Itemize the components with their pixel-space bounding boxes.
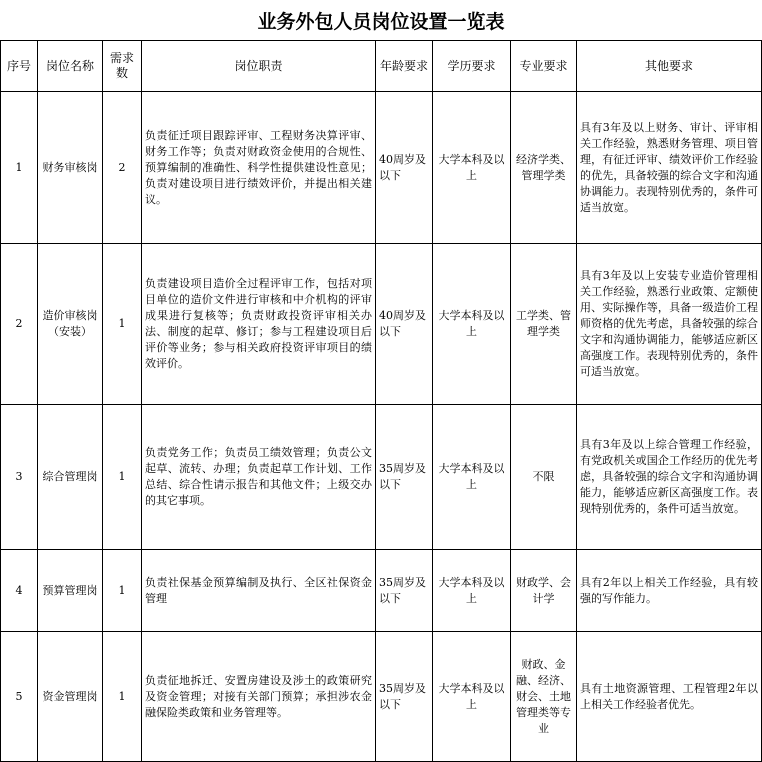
cell-no: 2 [1, 244, 38, 405]
cell-age: 35周岁及以下 [376, 632, 433, 762]
positions-table [0, 40, 762, 762]
cell-duty: 负责征迁项目跟踪评审、工程财务决算评审、财务工作等；负责对财政资金使用的合规性、预算编制的准确性、科学性提供建设性意见；负责对建设项目进行绩效评价，并提出相关建议。 [142, 92, 376, 244]
cell-name: 财务审核岗 [38, 92, 103, 244]
header-duty: 岗位职责 [142, 41, 376, 92]
table-row [1, 550, 762, 632]
header-name: 岗位名称 [38, 41, 103, 92]
header-other: 其他要求 [577, 41, 762, 92]
cell-other: 具有3年及以上财务、审计、评审相关工作经验，熟悉财务管理、项目管理，有征迁评审、绩效评价工作经验的优先，具备较强的综合文字和沟通协调能力。表现特别优秀的，条件可适当放宽。 [577, 92, 762, 244]
header-no: 序号 [1, 41, 38, 92]
header-edu: 学历要求 [433, 41, 511, 92]
table-header-row [1, 41, 762, 92]
cell-name: 造价审核岗（安装） [38, 244, 103, 405]
table-row [1, 632, 762, 762]
cell-edu: 大学本科及以上 [433, 405, 511, 550]
cell-no: 5 [1, 632, 38, 762]
cell-age: 35周岁及以下 [376, 405, 433, 550]
cell-other: 具有3年及以上综合管理工作经验，有党政机关或国企工作经历的优先考虑，具备较强的综合文字和沟通协调能力，能够适应新区高强度工作。表现特别优秀的，条件可适当放宽。 [577, 405, 762, 550]
cell-no: 4 [1, 550, 38, 632]
cell-count: 1 [103, 405, 142, 550]
cell-name: 资金管理岗 [38, 632, 103, 762]
cell-count: 2 [103, 92, 142, 244]
cell-major: 财政学、会计学 [511, 550, 577, 632]
cell-no: 1 [1, 92, 38, 244]
cell-duty: 负责党务工作；负责员工绩效管理；负责公文起草、流转、办理；负责起草工作计划、工作总结、综合性请示报告和其他文件；上级交办的其它事项。 [142, 405, 376, 550]
table-row [1, 405, 762, 550]
cell-other: 具有土地资源管理、工程管理2年以上相关工作经验者优先。 [577, 632, 762, 762]
cell-name: 预算管理岗 [38, 550, 103, 632]
cell-major: 经济学类、管理学类 [511, 92, 577, 244]
cell-other: 具有2年以上相关工作经验，具有较强的写作能力。 [577, 550, 762, 632]
cell-age: 40周岁及以下 [376, 244, 433, 405]
header-major: 专业要求 [511, 41, 577, 92]
cell-edu: 大学本科及以上 [433, 550, 511, 632]
cell-edu: 大学本科及以上 [433, 92, 511, 244]
cell-duty: 负责社保基金预算编制及执行、全区社保资金管理 [142, 550, 376, 632]
cell-age: 40周岁及以下 [376, 92, 433, 244]
cell-major: 财政、金融、经济、财会、土地管理类等专业 [511, 632, 577, 762]
cell-major: 工学类、管理学类 [511, 244, 577, 405]
table-row [1, 92, 762, 244]
cell-age: 35周岁及以下 [376, 550, 433, 632]
cell-edu: 大学本科及以上 [433, 244, 511, 405]
cell-name: 综合管理岗 [38, 405, 103, 550]
table-row [1, 244, 762, 405]
page-title: 业务外包人员岗位设置一览表 [0, 0, 762, 41]
cell-major: 不限 [511, 405, 577, 550]
cell-duty: 负责征地拆迁、安置房建设及涉土的政策研究及资金管理；对接有关部门预算；承担涉农金融保险类政策和业务管理等。 [142, 632, 376, 762]
header-count: 需求数 [103, 41, 142, 92]
cell-duty: 负责建设项目造价全过程评审工作，包括对项目单位的造价文件进行审核和中介机构的评审成果进行复核等；负责财政投资评审相关办法、制度的起草、修订；参与工程建设项目后评价等业务；参与相关政府投资评审项目的绩效评价。 [142, 244, 376, 405]
header-age: 年龄要求 [376, 41, 433, 92]
cell-no: 3 [1, 405, 38, 550]
cell-count: 1 [103, 244, 142, 405]
cell-count: 1 [103, 550, 142, 632]
cell-count: 1 [103, 632, 142, 762]
cell-other: 具有3年及以上安装专业造价管理相关工作经验，熟悉行业政策、定额使用、实际操作等，具备一级造价工程师资格的优先考虑，具备较强的综合文字和沟通协调能力，能够适应新区高强度工作。表现特别优秀的，条件可适当放宽。 [577, 244, 762, 405]
cell-edu: 大学本科及以上 [433, 632, 511, 762]
